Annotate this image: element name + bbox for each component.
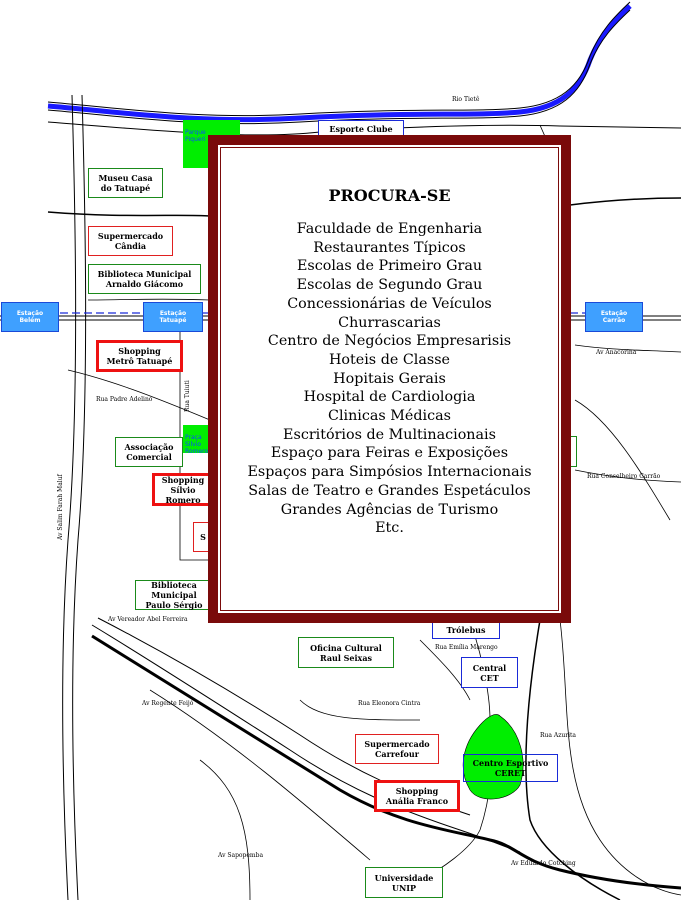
park-mid-label: Praça Silvio Romero <box>185 434 209 455</box>
place-shopping-metro[interactable]: Shopping Metrô Tatuapé <box>96 340 183 372</box>
place-centro-esportivo[interactable]: Centro Esportivo CERET <box>463 754 558 782</box>
street-anacorina: Av Anacorina <box>596 349 637 356</box>
panel-list-item: Etc. <box>375 520 404 537</box>
place-small-red[interactable]: S <box>193 522 213 552</box>
panel-list-item: Faculdade de Engenharia <box>296 221 483 237</box>
panel-list-item: Salas de Teatro e Grandes Espetáculos <box>248 482 531 499</box>
street-salim: Av Salim Farah Maluf <box>57 474 64 540</box>
station-west[interactable]: Estação Belém <box>1 302 59 332</box>
panel-list-item: Hoteis de Classe <box>328 351 451 368</box>
place-shopping-silvio[interactable]: Shopping Sílvio Romero <box>152 473 214 506</box>
panel-list-item: Churrascarias <box>338 314 441 331</box>
place-biblioteca-paulo[interactable]: Biblioteca Municipal Paulo Sérgio <box>135 580 213 610</box>
procura-se-panel-frame <box>220 147 559 611</box>
panel-list-item: Escolas de Segundo Grau <box>296 277 483 294</box>
panel-list-item: Escritórios de Multinacionais <box>283 426 496 443</box>
procura-se-panel <box>208 135 571 623</box>
panel-list-item: Escolas de Primeiro Grau <box>296 258 483 275</box>
place-biblioteca-arnaldo[interactable]: Biblioteca Municipal Arnaldo Giácomo <box>88 264 201 294</box>
panel-list-item: Restaurantes Típicos <box>313 239 466 256</box>
panel-list-item: Espaço para Feiras e Exposições <box>270 445 509 462</box>
place-museu[interactable]: Museu Casa do Tatuapé <box>88 168 163 198</box>
panel-list-item: Hopitais Gerais <box>333 370 446 387</box>
panel-title: PROCURA-SE <box>328 186 451 205</box>
river-tiete <box>48 6 630 120</box>
street-conselheiro: Rua Conselheiro Carrão <box>587 473 661 480</box>
street-padre-adelino: Rua Padre Adelino <box>96 396 153 403</box>
place-universidade[interactable]: Universidade UNIP <box>365 867 443 898</box>
panel-list-item: Clinicas Médicas <box>328 408 451 425</box>
street-azurita: Rua Azurita <box>540 732 576 739</box>
station-tatuape[interactable]: Estação Tatuapé <box>143 302 203 332</box>
street-rio: Rio Tietê <box>452 96 480 103</box>
place-supermercado-carrefour[interactable]: Supermercado Carrefour <box>355 734 439 764</box>
panel-list-item: Espaços para Simpósios Internacionais <box>247 464 532 481</box>
panel-list-item: Grandes Agências de Turismo <box>280 501 499 518</box>
street-emilia: Rua Emília Marengo <box>435 644 498 651</box>
place-trolebus[interactable]: Trólebus <box>432 620 500 639</box>
park-top-label: Parque Piqueri <box>185 129 206 143</box>
street-sapopemba: Av Sapopemba <box>218 852 264 859</box>
place-central-cet[interactable]: Central CET <box>461 657 518 688</box>
panel-list-item: Hospital de Cardiologia <box>303 389 476 406</box>
street-tuiuti: Rua Tuiuti <box>184 380 191 412</box>
place-oficina[interactable]: Oficina Cultural Raul Seixas <box>298 637 394 668</box>
street-eleonora: Rua Eleonora Cintra <box>358 700 421 707</box>
place-supermercado-candia[interactable]: Supermercado Cândia <box>88 226 173 256</box>
panel-list <box>221 220 558 538</box>
place-associacao[interactable]: Associação Comercial <box>115 437 183 467</box>
street-regente: Av Regente Feijó <box>142 700 194 707</box>
place-shopping-analia[interactable]: Shopping Anália Franco <box>374 780 460 812</box>
street-eduardo: Av Eduardo Cotching <box>511 860 576 867</box>
place-esporte-clube[interactable]: Esporte Clube <box>318 120 404 138</box>
street-vereador: Av Vereador Abel Ferreira <box>108 616 188 623</box>
panel-list-item: Centro de Negócios Empresarisis <box>267 333 512 350</box>
station-east[interactable]: Estação Carrão <box>585 302 643 332</box>
panel-list-item: Concessionárias de Veículos <box>287 295 492 312</box>
